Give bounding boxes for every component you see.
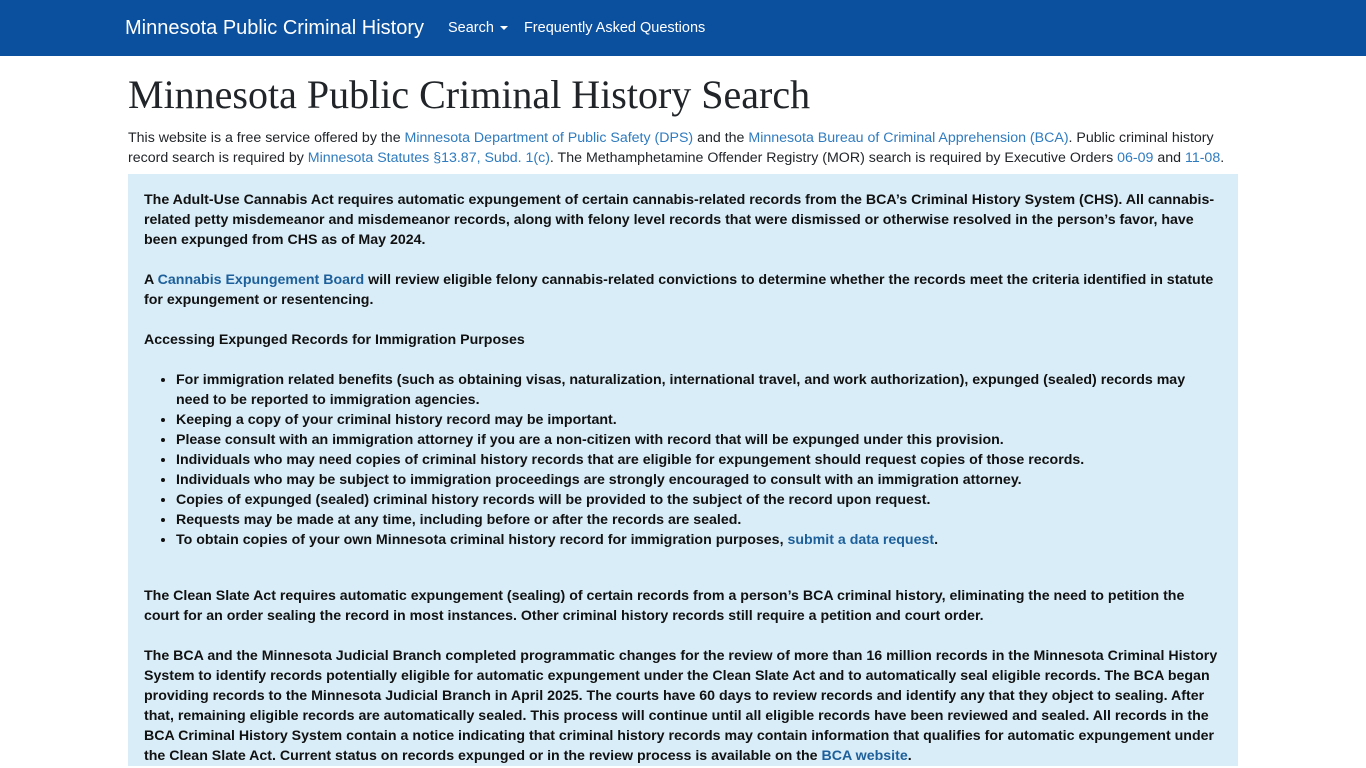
search-dropdown[interactable] <box>448 20 508 36</box>
intro-text: . The Methamphetamine Offender Registry (MOR) search is required by Executive Orders <box>549 150 1118 166</box>
brand-link[interactable]: Minnesota Public Criminal History <box>125 16 424 39</box>
clean-slate-paragraph: The Clean Slate Act requires automatic expungement (sealing) of certain records from a person’s BCA criminal history, eliminating the need to petition the court for an order sealing the record in most instances. Other criminal history records still require a petition and court order. <box>144 588 1185 624</box>
clean-slate-status-paragraph <box>144 646 1222 766</box>
executive-order-1108-link[interactable]: 11-08 <box>1184 150 1221 166</box>
intro-text: . <box>1220 150 1225 166</box>
page-title: Minnesota Public Criminal History Search <box>128 72 811 117</box>
cannabis-board-link[interactable]: Cannabis Expungement Board <box>157 272 365 288</box>
cannabis-board-paragraph <box>144 270 1222 310</box>
executive-order-0609-link[interactable]: 06-09 <box>1117 150 1154 166</box>
expungement-notice <box>128 174 1238 766</box>
bca-website-link[interactable]: BCA website <box>821 748 908 764</box>
notice-text: The BCA and the Minnesota Judicial Branch completed programmatic changes for the review of more than 16 million records in the Minnesota Criminal History System to identify records potentially eligible for automatic expungement under the Clean Slate Act and to automatically seal eligible records. The BCA began providing records to the Minnesota Judicial Branch in April 2025. The courts have 60 days to review records and identify any that they object to sealing. After that, remaining eligible records are automatically sealed. This process will continue until all eligible records have been reviewed and sealed. All records in the BCA Criminal History System contain a notice indicating that criminal history records may contain information that qualifies for automatic expungement under the Clean Slate Act. Current status on records expunged or in the review process is available on the <box>144 648 1218 764</box>
list-item: • Individuals who may be subject to immigration proceedings are strongly encouraged to consult with an immigration attorney. <box>176 470 1222 490</box>
notice-text: . <box>907 748 912 764</box>
list-item: • Requests may be made at any time, including before or after the records are sealed. <box>176 510 1222 530</box>
bca-link[interactable]: Minnesota Bureau of Criminal Apprehension (BCA) <box>748 130 1069 146</box>
data-request-link[interactable]: submit a data request <box>787 532 935 548</box>
intro-text: and the <box>693 130 749 146</box>
notice-text: A <box>144 272 158 288</box>
list-item: • Keeping a copy of your criminal history record may be important. <box>176 410 1222 430</box>
list-item: • For immigration related benefits (such as obtaining visas, naturalization, international travel, and work authorization), expunged (sealed) records may need to be reported to immigration agencies. <box>176 370 1222 410</box>
list-item: • Copies of expunged (sealed) criminal history records will be provided to the subject of the record upon request. <box>176 490 1222 510</box>
search-dropdown-label: Search <box>447 20 494 36</box>
top-navbar <box>0 0 1366 56</box>
statute-link[interactable]: Minnesota Statutes §13.87, Subd. 1(c) <box>307 150 550 166</box>
list-item-text: . <box>934 532 939 548</box>
notice-text: will review eligible felony cannabis-related convictions to determine whether the records meet the criteria identified in statute for expungement or resentencing. <box>144 272 1214 308</box>
main-content <box>128 72 1238 766</box>
intro-text: and <box>1153 150 1185 166</box>
faq-link[interactable]: Frequently Asked Questions <box>523 20 706 36</box>
immigration-list <box>144 370 1222 550</box>
immigration-heading: Accessing Expunged Records for Immigration Purposes <box>144 332 525 348</box>
list-item: • Please consult with an immigration attorney if you are a non-citizen with record that will be expunged under this provision. <box>176 430 1222 450</box>
intro-paragraph <box>128 128 1238 168</box>
cannabis-act-paragraph: The Adult-Use Cannabis Act requires automatic expungement of certain cannabis-related records from the BCA’s Criminal History System (CHS). All cannabis-related petty misdemeanor and misdemeanor records, along with felony level records that were dismissed or otherwise resolved in the person’s favor, have been expunged from CHS as of May 2024. <box>144 192 1215 248</box>
list-item <box>176 530 1222 550</box>
dps-link[interactable]: Minnesota Department of Public Safety (DPS) <box>404 130 694 146</box>
chevron-down-icon <box>500 26 508 30</box>
list-item-text: To obtain copies of your own Minnesota criminal history record for immigration purposes, <box>176 532 788 548</box>
intro-text: This website is a free service offered by the <box>128 130 405 146</box>
intro-text: . Public criminal history record search is required by <box>128 130 1214 166</box>
spacer <box>144 570 1222 586</box>
list-item: • Individuals who may need copies of criminal history records that are eligible for expungement should request copies of those records. <box>176 450 1222 470</box>
